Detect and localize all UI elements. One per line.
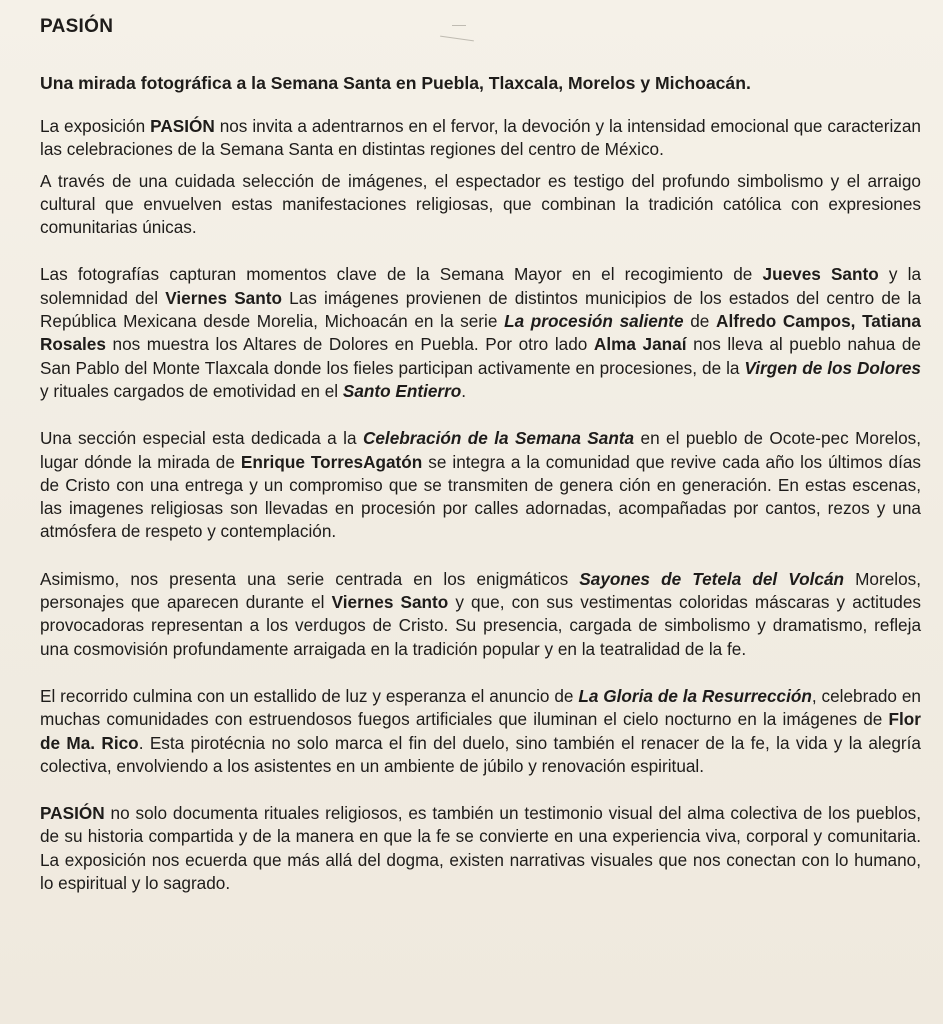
emphasis-title: La procesión saliente [504,311,684,332]
emphasis-name: PASIÓN [150,116,215,136]
text-run: y que, con sus vestimentas coloridas máscaras y actitudes provocadoras representan a los verdugos de Cristo. Su presencia, cargada de simbolismo y dramatismo, refleja una cosmovisión profundamente arraigada en la tradición popular y en la teatralidad de la fe. [40,592,921,659]
exhibition-subtitle: Una mirada fotográfica a la Semana Santa en Puebla, Tlaxcala, Morelos y Michoacán. [40,73,751,93]
text-run: se integra a la comunidad que revive cada año los últimos días de Cristo con una entrega y un compromiso que se transmiten de genera ción en generación. En estas escenas, las imagenes religiosas son llevadas en procesión por calles adornadas, acompañadas por cantos, rezos y una atmósfera de respeto y contemplación. [40,451,922,542]
paragraph-symbolism [40,170,921,240]
text-run: de [683,311,717,332]
emphasis-name: Flor de Ma. Rico [40,709,921,753]
paragraph-conclusion [40,802,921,895]
paragraph-intro [40,115,921,162]
emphasis-title: Celebración de la Semana Santa [362,428,635,449]
paragraph-ocotepec [40,427,921,543]
text-run: Morelos, personajes que aparecen durante el [40,568,921,613]
text-run: y la solemnidad del [40,264,922,308]
text-run: Asimismo, nos presenta una serie centrada en los enigmáticos [40,568,580,589]
text-run: El recorrido culmina con un estallido de luz y esperanza el anuncio de [40,685,579,706]
emphasis-name: Viernes Santo [331,592,449,613]
text-run: nos muestra los Altares de Dolores en Puebla. Por otro lado [105,334,594,355]
text-run: Las fotografías capturan momentos clave de la Semana Mayor en el recogimiento de [40,264,763,285]
emphasis-name: Enrique TorresAgatón [240,451,423,472]
emphasis-name: Alma Janaí [593,334,687,355]
emphasis-title: La Gloria de la Resurrección [578,685,812,706]
emphasis-title: Santo Entierro [342,380,462,401]
text-run: Las imágenes provienen de distintos municipios de los estados del centro de la República Mexicana desde Morelia, Michoacán en la serie [40,287,922,332]
text-run: , celebrado en muchas comunidades con estruendosos fuegos artificiales que iluminan el cielo nocturno en la imágenes de [40,685,921,730]
emphasis-name: PASIÓN [40,803,105,824]
wall-scratch [452,25,466,26]
paragraph-photographs [40,263,921,403]
emphasis-title: Sayones de Tetela del Volcán [579,568,844,589]
emphasis-name: Alfredo Campos, Tatiana Rosales [40,311,921,355]
text-run: . [461,380,467,401]
text-run: nos lleva al pueblo nahua de San Pablo del Monte Tlaxcala donde los fieles participan activamente en procesiones, de la [40,334,921,378]
text-run: A través de una cuidada selección de imágenes, el espectador es testigo del profundo simbolismo y el arraigo cultural que envuelven estas manifestaciones religiosas, que combinan la tradición católica con expresiones comunitarias únicas. [40,170,921,238]
text-run: no solo documenta rituales religiosos, es también un testimonio visual del alma colectiva de los pueblos, de su historia compartida y de la manera en que la fe se convierte en una experiencia viva, corporal y comunitaria. La exposición nos ecuerda que más allá del dogma, existen narrativas visuales que nos conectan con lo humano, lo espiritual y lo sagrado. [40,803,921,894]
paragraph-resurreccion [40,685,921,778]
emphasis-name: Viernes Santo [165,287,282,308]
text-run: y rituales cargados de emotividad en el [40,380,343,401]
text-run: . Esta pirotécnia no solo marca el fin del duelo, sino también el renacer de la fe, la vida y la alegría colectiva, envolviendo a los asistentes en un ambiente de júbilo y renovación espiritual. [40,732,921,776]
text-run: La exposición [40,116,151,136]
emphasis-name: Jueves Santo [762,264,879,285]
exhibition-title: PASIÓN [40,16,114,37]
text-run: Una sección especial esta dedicada a la [40,428,363,449]
paragraph-sayones [40,568,921,661]
text-run: nos invita a adentrarnos en el fervor, la devoción y la intensidad emocional que caracterizan las celebraciones de la Semana Santa en distintas regiones del centro de México. [40,116,921,160]
emphasis-title: Virgen de los Dolores [744,357,921,378]
text-run: en el pueblo de Ocote-pec Morelos, lugar dónde la mirada de [40,428,922,472]
